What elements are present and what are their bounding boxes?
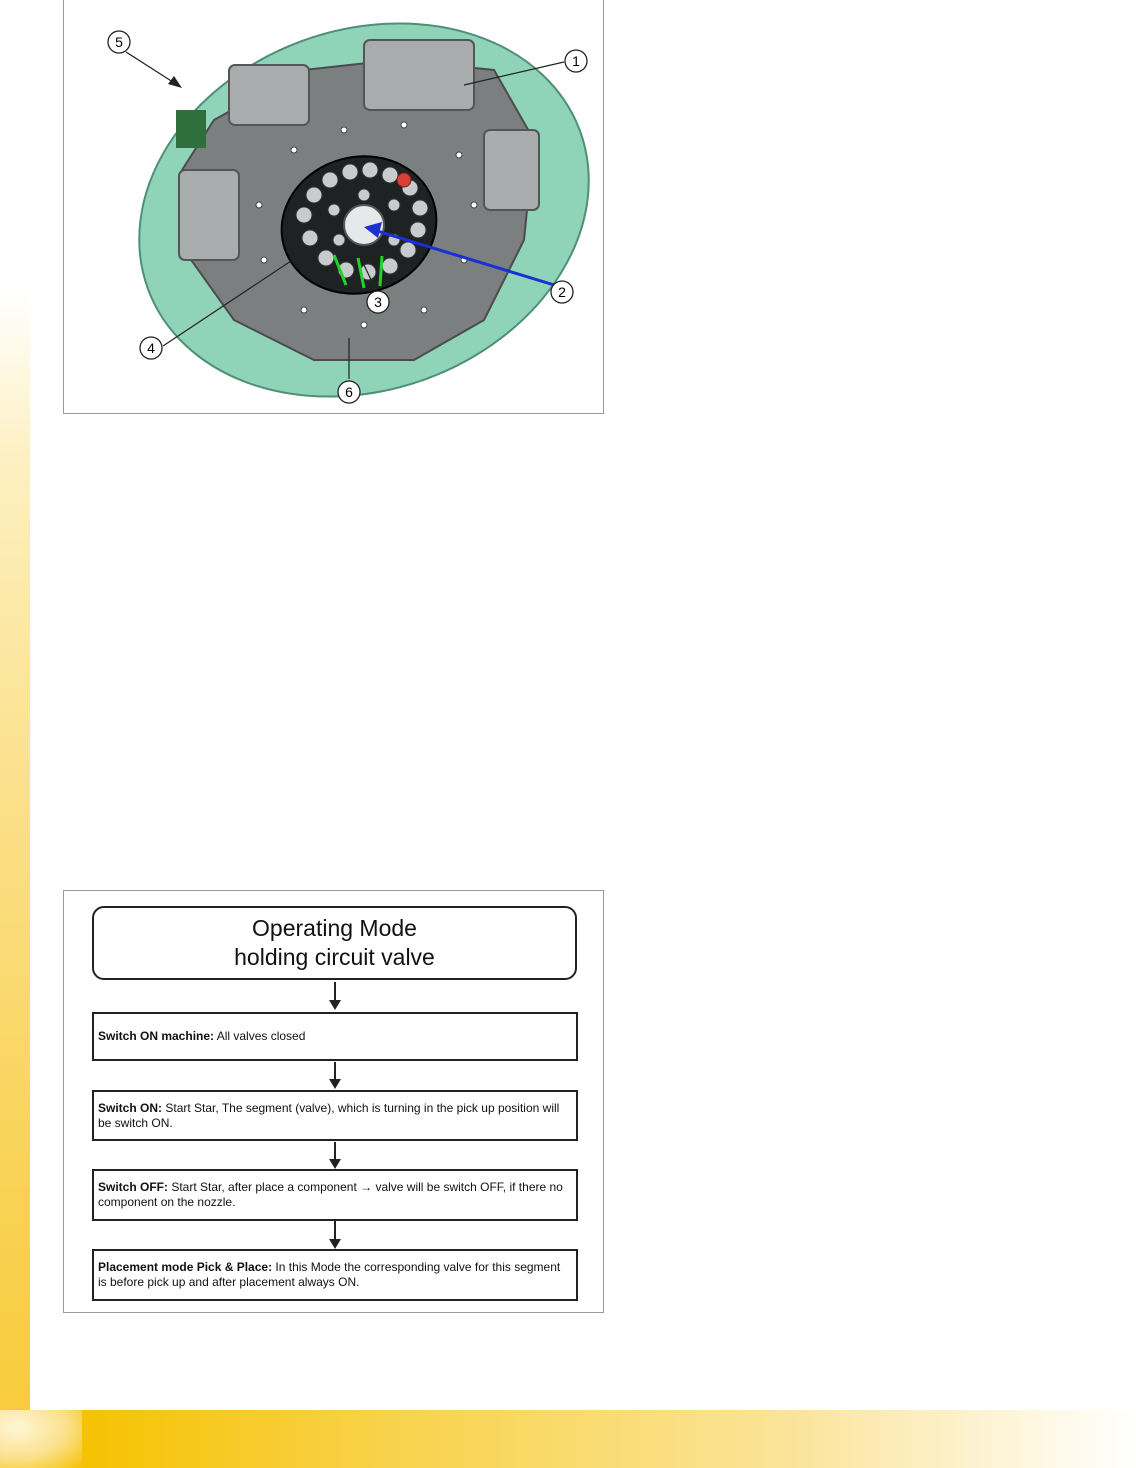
flow-arrow-3 [334,1142,336,1159]
callout-5 [108,31,130,53]
flow-arrow-head-4 [329,1239,341,1249]
valve-block-top [364,40,474,110]
valve-block-left-top [229,65,309,125]
flow-step-text: All valves closed [214,1029,306,1043]
svg-text:2: 2 [558,284,566,300]
flow-arrow-4 [334,1221,336,1239]
left-decorative-bar [0,290,30,1410]
callout-5-arrowhead [168,76,182,88]
flow-arrow-head-3 [329,1159,341,1169]
bottom-corner-decoration [0,1410,82,1468]
flow-step-switch-on [92,1090,578,1141]
valve-block-left [179,170,239,260]
svg-text:4: 4 [147,340,155,356]
flowchart-title-line1: Operating Mode [252,915,417,941]
callout-1 [565,50,587,72]
star-disc-figure [63,0,604,414]
bottom-decorative-bar [0,1410,1136,1468]
flow-arrow-2 [334,1062,336,1079]
callout-6 [338,381,360,403]
flow-step-placement-mode [92,1249,578,1301]
star-disc-drawing [64,0,603,412]
flow-arrow-1 [334,982,336,1000]
svg-text:3: 3 [374,294,382,310]
callout-2 [551,281,573,303]
flow-step-text: Start Star, after place a component → valve will be switch OFF, if there no component on the nozzle. [98,1180,563,1209]
flow-arrow-head-2 [329,1079,341,1089]
operating-mode-flowchart [63,890,604,1313]
callout-4 [140,337,162,359]
flow-arrow-head-1 [329,1000,341,1010]
flowchart-title-line2: holding circuit valve [234,944,435,970]
flow-step-text: Start Star, The segment (valve), which is turning in the pick up position will be switch ON. [98,1100,560,1130]
red-indicator [397,173,411,187]
flow-step-label: Switch OFF: [98,1180,168,1194]
valve-block-right [484,130,539,210]
flow-step-text: In this Mode the corresponding valve for this segment is before pick up and after placement always ON. [98,1260,561,1289]
svg-text:1: 1 [572,53,580,69]
flow-step-switch-on-machine [92,1012,578,1061]
flow-step-label: Placement mode Pick & Place: [98,1260,273,1274]
flowchart-title-box [92,906,577,980]
flow-step-label: Switch ON: [98,1100,163,1115]
green-connector [176,110,206,148]
callout-3 [367,291,389,313]
svg-text:5: 5 [115,34,123,50]
flow-step-switch-off [92,1169,578,1221]
svg-text:6: 6 [345,384,353,400]
flow-step-label: Switch ON machine: [98,1029,215,1043]
